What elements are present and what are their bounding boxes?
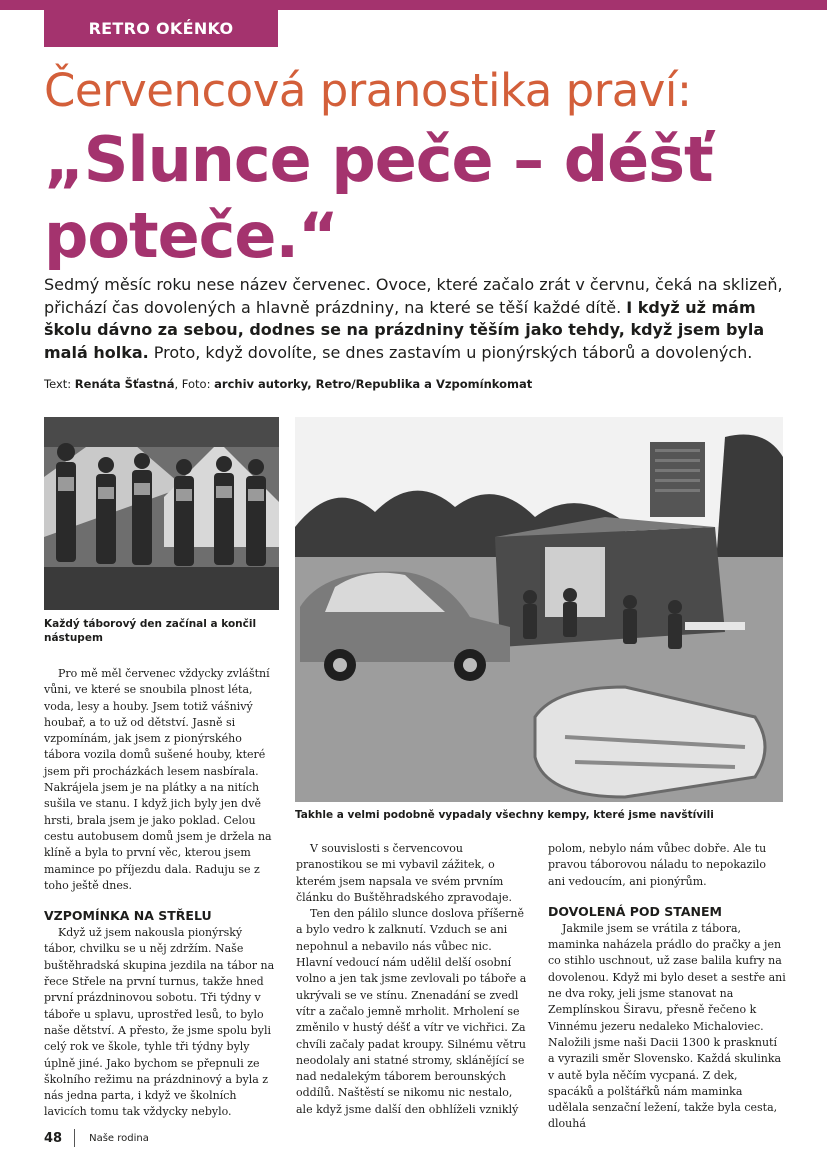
credits-author: Renáta Šťastná [74,377,175,391]
col3-paragraph-1: polom, nebylo nám vůbec dobře. Ale tu pravou táborovou náladu to nepokazilo ani vedoucím, ani pionýrům. [548,842,767,888]
credits-line [44,377,784,391]
col1-paragraph-2: Když už jsem nakousla pionýrský tábor, chvilku se u něj zdržím. Naše buštěhradská skupina jezdila na tábor na řece Střele na první turnus, takže hned první prázdninovou sobotu. Tři týdny v táboře u splavu, uprostřed lesů, to bylo naše dětství. A přesto, že jsme spolu byli celý rok ve škole, tyhle tři týdny byly úplně jiné. Jako bychom se přepnuli ze školního režimu na prázdninový a byla z nás jedna parta, i když ve školních lavicích tomu tak vždycky nebylo. [44,926,275,1119]
photo1-caption: Každý táborový den začínal a končil nástupem [44,618,257,644]
photo-campsite [295,417,783,802]
section-tag: RETRO OKÉNKO [44,10,278,47]
credits-photo-label: , Foto: [174,377,215,391]
photo2-caption: Takhle a velmi podobně vypadaly všechny kempy, které jsme navštívili [295,809,714,821]
col2-paragraph-1: V souvislosti s červencovou pranostikou se mi vybavil zážitek, o kterém jsem napsala ve svém prvním článku do Buštěhradského zpravodaje. [296,842,512,904]
headline-line1: Červencová pranostika praví: [44,64,692,117]
page-footer [44,1128,149,1148]
lead-bold: I když už mám školu dávno za sebou, dodnes se na prázdniny těším jako tehdy, když jsem byla malá holka. [44,297,765,362]
credits-photo-source: archiv autorky, Retro/Republika a Vzpomínkomat [214,377,533,391]
lead-text-start: Sedmý měsíc roku nese název červenec. Ovoce, které začalo zrát v červnu, čeká na sklizeň, přichází čas dovolených a hlavně prázdniny, na které se těší každé dítě. [44,275,783,317]
lead-text-end: Proto, když dovolíte, se dnes zastavím u pionýrských táborů a dovolených. [148,342,753,362]
subheading-dovolena: DOVOLENÁ POD STANEM [548,903,722,919]
article-column-2 [296,841,528,1118]
top-color-bar [0,0,827,10]
subheading-vzpominka: VZPOMÍNKA NA STŘELU [44,908,212,924]
footer-divider [74,1129,75,1147]
headline-line2: „Slunce peče – déšť poteče.“ [44,123,713,272]
lead-paragraph [44,274,789,364]
article-column-1 [44,666,276,1121]
photo-pioneers-lineup [44,417,279,610]
magazine-name: Naše rodina [89,1132,149,1144]
page-number: 48 [44,1130,63,1146]
credits-text-label: Text: [44,377,75,391]
col2-paragraph-2: Ten den pálilo slunce doslova příšerně a bylo vedro k zalknutí. Vzduch se ani nepohnul a nebavilo nás vůbec nic. Hlavní vedoucí nám udělil delší osobní volno a jen tak jsme zevlovali po táboře a ukrývali se ve stínu. Znenadání se zvedl vítr a začalo jemně mrholit. Mrholení se změnilo v hustý déšť a vítr ve vichřici. Za chvíli začaly padat kroupy. Silnému větru neodolaly ani statné stromy, sklánějící se nad nedalekým táborem berounských oddílů. Naštěstí se nikomu nic nestalo, ale když jsme další den obhlíželi vzniklý [296,907,527,1116]
col3-paragraph-2: Jakmile jsem se vrátila z tábora, maminka naházela prádlo do pračky a jen co stihlo uschnout, už zase balila kufry na dovolenou. Když mi bylo deset a sestře ani ne dva roky, jeli jsme stanovat na Zemplínskou Širavu, přesně řečeno k Vinnému jezeru nedaleko Michaloviec. Naložili jsme naši Dacii 1300 k prasknutí a vyrazili směr Slovensko. Každá skulinka v autě byla něčím vycpaná. Z dek, spacáků a polštářků nám maminka udělala senzační ležení, takže byla cesta, dlouhá [548,921,786,1131]
col1-paragraph-1: Pro mě měl červenec vždycky zvláštní vůni, ve které se snoubila plnost léta, voda, lesy a houby. Jsem totiž vášnivý houbař, a to už od dětství. Jasně si vzpomínám, jak jsem z pionýrského tábora vozila domů sušené houby, které jsem při procházkách lesem nasbírala. Nakrájela jsem je na plátky a na nitích sušila ve stanu. I když jich byly jen dvě hrsti, brala jsem je jako poklad. Celou cestu autobusem domů jsem je držela na klíně a byla to první věc, kterou jsem mamince po příjezdu dala. Raduju se z toho ještě dnes. [44,667,272,892]
article-column-3 [548,841,786,1133]
